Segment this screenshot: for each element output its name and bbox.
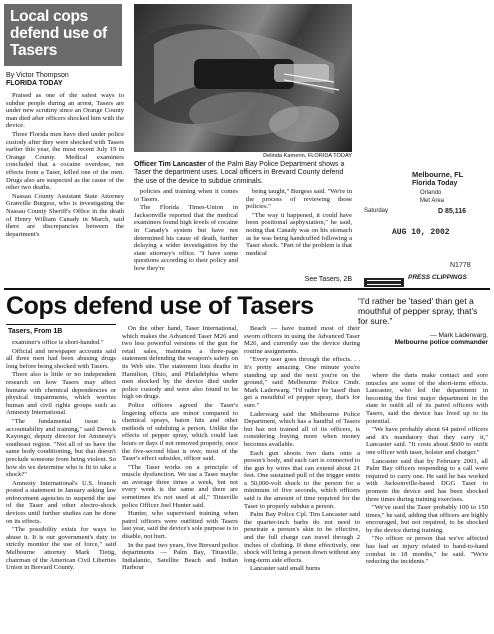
caption-text: of the Palm Bay Police Department shows a Taser the department uses. Local officers in Brevard County defend the use of the device to subdue criminals. [134,161,345,185]
bottom-article-column-3 [244,325,360,631]
see-continuation: See Tasers, 2B [304,276,352,283]
paragraph: Three Florida men have died under police custody after they were shocked with Tasers earlier this year, the most recent July 19 in Orange County. Medical examiners concluded that a cocaine overdose, not effects from a Taser, killed one of the men. Drugs also are suspected as the cause of the other two deaths. [6,130,124,192]
paragraph: where the darts make contact and sore muscles are some of the short-term effects. Lancaster, who led the department in becoming the first major department in the state to outfit all of its patrol officers with Tasers, said the device has lived up to its potential. [366,372,488,425]
paragraph: In the past two years, five Brevard police departments — Palm Bay, Titusville, Indialantic, Satellite Beach and Indian Harbour [122,541,238,572]
stamp-service: PRESS CLIPPINGS [408,274,467,281]
paragraph: examiner's office is short-handed." [12,339,104,346]
byline-paper: FLORIDA TODAY [6,80,63,87]
paragraph: The Florida Times-Union in Jacksonville reported that the medical examiners found high levels of cocaine in Canady's system but have not determined his cause of death, further delaying a wider investigation by the state attorney's office. "I have some questions according to their policy and how they're [134,204,238,272]
paragraph: "No officer or person that we've affected has had an injury related to hand-to-hand combat in 18 months," he said. "We're reducing the incidents." [366,535,488,566]
paragraph: Police officers agreed the Taser's lingering effects are minor compared to chemical sprays, baton hits and other methods of subduing a person. Unlike the effects of pepper spray, which could last hours or days if not removed properly, once the five-second blast is over, most of the Taser's effect subsides, officer said. [122,401,238,463]
stamp-paper: Florida Today [412,180,458,187]
pull-quote [358,296,488,346]
paragraph: "Every user goes through the effects. . . It's pretty amazing. One minute you're standing up and the next you're on the ground," said Melbourne Police Cmdr. Mark Laderwarg. "I'd rather be 'tased' than get a mouthful of pepper spray, that's for sure." [244,356,360,409]
stamp-county: Orlando [420,190,442,196]
paragraph: Beach — have trained most of their sworn officers in using the Advanced Taser M26, and currently use the device during routine assignments. [244,325,360,355]
from-label: Tasers, From 1B [8,328,63,335]
byline-author: By Victor Thompson [6,72,69,79]
photo-credit: Delinda Karnerin, FLORIDA TODAY [263,153,352,159]
paragraph: "The fundamental issue is accountability and training," said Dereck Kayongo, deputy director for Amnesty's southeast region. "Not all of us have the same body conditioning, but that doesn't preclude someone from being violent. So how do we determine who is fit to take a shock?" [6,417,116,479]
taser-photo [134,4,352,152]
bottom-article-column-2 [122,325,238,631]
top-headline: Local cops defend use of Tasers [4,4,122,66]
stamp-city: Melbourne, FL [412,170,464,179]
stamp-day: Saturday [364,208,389,214]
from-rule [6,324,116,325]
paragraph: On the other hand, Taser International, which makes the Advanced Taser M26 and two less powerful versions of the gun for retail sales, maintains a three-page statement defending the weapon's safety on its Web site. The statement lists deaths in Hamilton, Ohio, and Philadelphia where men shocked by the device died under police custody and were also found to be high on drugs. [122,325,238,401]
paragraph: "The way it happened, it could have been positional asphyxiation," he said, noting that Canady was on his stomach as he was being handcuffed following a Taser shock. "Part of the problem is that medical [246,211,352,257]
paragraph: Amnesty International's U.S. branch posted a statement in January asking law enforcement agencies to suspend the use of the Taser and other electro-shock devices until further studies can be done on its effects. [6,479,116,525]
main-headline: Cops defend use of Tasers [6,292,314,320]
paragraph: Hunter, who supervised training when patrol officers were outfitted with Tasers last year, said the device's sole purpose is to disable, not hurt. [122,510,238,541]
paragraph: Praised as one of the safest ways to subdue people during an arrest, Tasers are under new scrutiny since an Orange County man died after officers shocked him with the device. [6,92,124,130]
pull-quote-title: Melbourne police commander [394,339,488,346]
top-article-column-3 [246,188,352,274]
paragraph: Official and newspaper accounts said all three men had been abusing drugs long before being shocked with Tasers. [6,347,116,370]
byline [6,72,124,88]
paragraph: Lancaster said that by February 2001, all Palm Bay officers responding to a call were required to carry one. He said he has worked with Jacksonville-based DGG Taser to promote the device and has been shocked three times during training exercises. [366,457,488,503]
bottom-article-column-1 [6,339,116,631]
paragraph: "The Taser works on a principle of muscle dysfunction. We use a Taser maybe an average three times a week, but not every week is the same and there are sometimes it's not used at all," Titusville police Officer Joel Hunter said. [122,463,238,509]
section-divider [4,288,490,290]
stamp-code: N1778 [450,262,471,269]
paragraph: "The possibility exists for ways to abuse it. It is our government's duty to strictly monitor the use of force," said Melbourne attorney Mark Tietig, chairman of the American Civil Liberties Union in Brevard County. [6,526,116,572]
paragraph: Laderwarg said the Melbourne Police Department, which has a handful of Tasers but has not trained all of its officers, is considering buying more when money becomes available. [244,410,360,448]
stamp-date: AUG 10, 2002 [392,228,450,237]
stamp-circulation: D 85,116 [438,208,467,215]
photo-illustration [134,4,352,152]
paragraph: Palm Bay Police Cpl. Tim Lancaster said the quarter-inch barbs do not need to penetrate a person's skin to be effective, and the full charge can travel through 2 inches of clothing. If done effectively, one shock will bring a person down without any long-term side effects. [244,511,360,564]
paragraph: "We've used the Taser probably 100 to 150 times," he said, adding that officers are highly encouraged, but not required, to be shocked by the device during training. [366,504,488,534]
caption-name: Officer Tim Lancaster [134,161,206,168]
paragraph: There also is little or no independent research on how Tasers may affect humans with chemical dependencies or physical impairments, which worries human and civil rights groups such as Amnesty International. [6,371,116,417]
paragraph: "We have probably about 64 patrol officers and it's mandatory that they carry it," Lancaster said. "It costs about $600 to outfit one officer with taser, holster and charger." [366,426,488,456]
paragraph: policies and training when it comes to Tasers. [134,188,238,203]
bottom-article-column-4 [366,372,488,631]
paragraph: Each gun shoots two darts onto a person's body, and each cart is connected to the gun by wires that can extend about 21 feet. One sustained pull of the trigger emits a 50,000-volt shock to the person for a minimum of five seconds, which officers said is the amount of time required for the Taser to properly subdue a person. [244,449,360,510]
stamp-region: Met Area [420,198,445,204]
pull-quote-text: “I'd rather be 'tased' than get a mouthful of pepper spray, that's for sure.” [358,296,478,326]
paragraph: Nassau County Assistant State Attorney Granville Burgess, who is investigating the Nassau County Sheriff's Office in the death of Henry William Canady in March, said there are discrepancies between the department's [6,192,124,238]
paragraph: Lancaster said small burns [250,565,321,573]
photo-caption [134,161,352,186]
clipping-stamp [364,162,484,290]
top-article-column-2 [134,188,238,284]
pull-quote-attribution: — Mark Laderwarg, [430,332,488,339]
stamp-logo-icon [364,274,404,283]
paragraph: being taught," Burgess said. "We're in the process of reviewing those policies." [246,188,352,211]
